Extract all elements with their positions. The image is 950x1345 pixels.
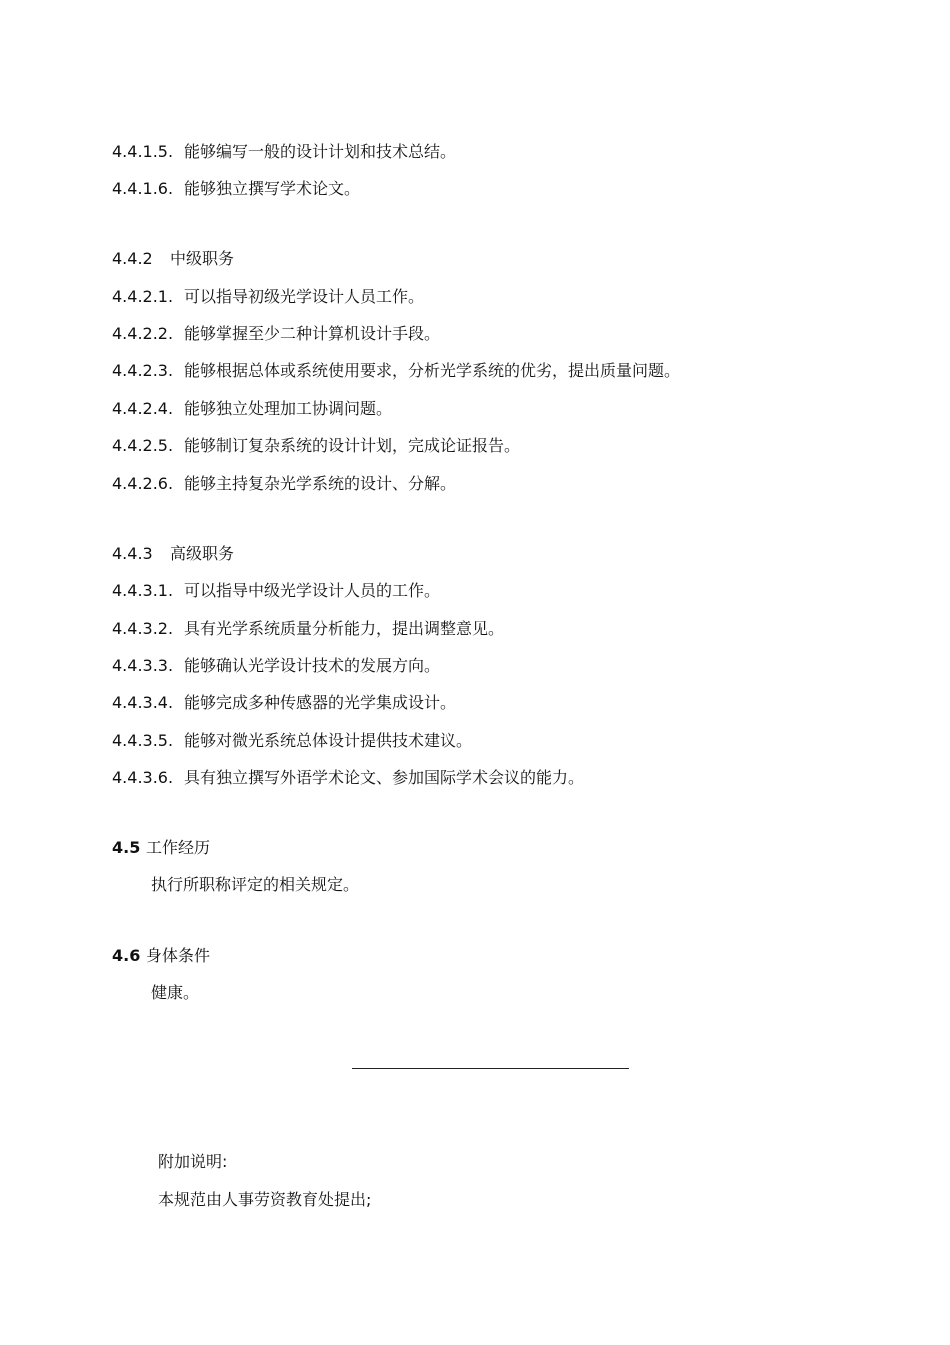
item-number: 4.4.2.3. [112,361,174,380]
section-heading [112,837,210,859]
list-item [112,398,392,420]
list-item [112,178,360,200]
item-text: 具有光学系统质量分析能力，提出调整意见。 [184,619,505,638]
list-item [112,286,424,308]
item-text: 具有独立撰写外语学术论文、参加国际学术会议的能力。 [184,768,585,787]
item-number: 4.4.3.1. [112,581,174,600]
note-line: 本规范由人事劳资教育处提出; [158,1190,372,1209]
item-text: 能够制订复杂系统的设计计划，完成论证报告。 [184,436,521,455]
item-text: 能够确认光学设计技术的发展方向。 [184,656,441,675]
item-number: 4.4.2.4. [112,399,174,418]
item-text: 能够编写一般的设计计划和技术总结。 [184,142,457,161]
item-number: 4.4.2.1. [112,287,174,306]
item-text: 能够对微光系统总体设计提供技术建议。 [184,731,473,750]
item-number: 4.4.3.5. [112,731,174,750]
item-number: 4.4.1.5. [112,142,174,161]
list-item [112,435,520,457]
item-text: 可以指导中级光学设计人员的工作。 [184,581,441,600]
subsection-title: 中级职务 [170,249,235,268]
list-item [112,141,456,163]
item-number: 4.4.3.3. [112,656,174,675]
list-item [112,618,504,640]
list-item [112,730,472,752]
subsection-heading [112,543,234,565]
item-number: 4.4.2.5. [112,436,174,455]
subsection-number: 4.4.3 [112,544,153,563]
list-item [112,323,440,345]
item-text: 能够主持复杂光学系统的设计、分解。 [184,474,457,493]
section-title: 身体条件 [146,946,211,965]
section-heading [112,945,210,967]
item-number: 4.4.3.4. [112,693,174,712]
list-item [112,767,584,789]
end-divider [352,1068,629,1069]
list-item [112,655,440,677]
section-number: 4.6 [112,946,141,965]
item-text: 可以指导初级光学设计人员工作。 [184,287,425,306]
section-number: 4.5 [112,838,141,857]
section-body: 执行所职称评定的相关规定。 [151,875,360,894]
item-text: 能够独立处理加工协调问题。 [184,399,393,418]
list-item [112,692,456,714]
section-title: 工作经历 [146,838,211,857]
subsection-title: 高级职务 [170,544,235,563]
item-number: 4.4.3.6. [112,768,174,787]
list-item [112,580,440,602]
subsection-heading [112,248,234,270]
item-number: 4.4.2.6. [112,474,174,493]
item-number: 4.4.3.2. [112,619,174,638]
list-item [112,473,456,495]
section-body: 健康。 [151,983,200,1002]
item-text: 能够完成多种传感器的光学集成设计。 [184,693,457,712]
item-number: 4.4.1.6. [112,179,174,198]
item-text: 能够掌握至少二种计算机设计手段。 [184,324,441,343]
item-number: 4.4.2.2. [112,324,174,343]
note-title: 附加说明: [158,1152,228,1171]
list-item [112,360,680,382]
item-text: 能够根据总体或系统使用要求，分析光学系统的优劣，提出质量问题。 [184,361,681,380]
item-text: 能够独立撰写学术论文。 [184,179,361,198]
subsection-number: 4.4.2 [112,249,153,268]
